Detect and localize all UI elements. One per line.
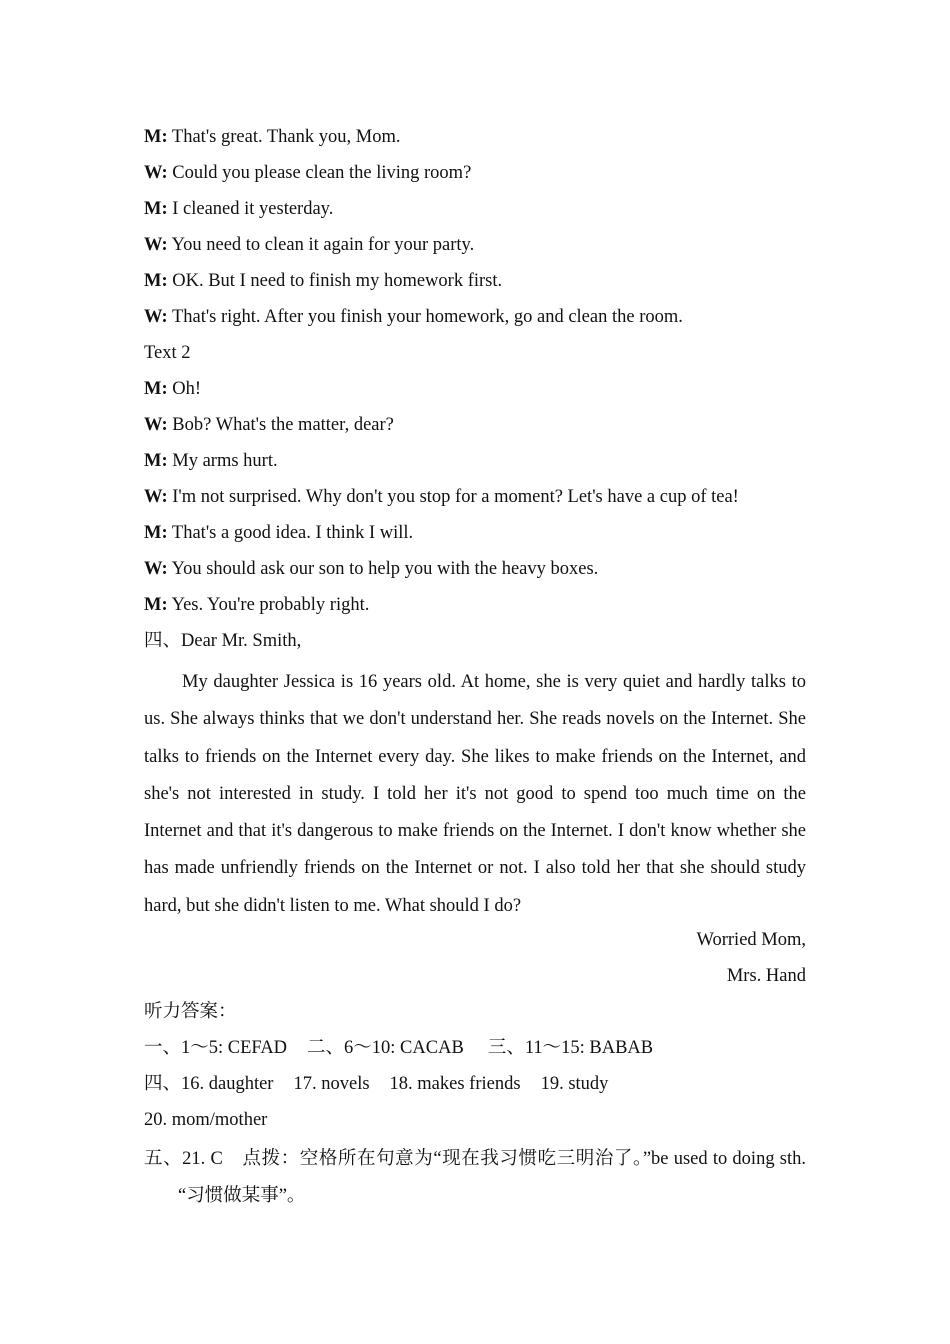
- document-page: [144, 122, 806, 1215]
- dialogue-line: [144, 482, 806, 518]
- dialogue-text: My arms hurt.: [172, 451, 278, 471]
- answer-item: 18. makes friends: [389, 1074, 521, 1095]
- dialogue-text: Oh!: [172, 379, 202, 399]
- letter-greeting: Dear Mr. Smith,: [181, 631, 302, 651]
- speaker-label: M:: [144, 379, 168, 399]
- answer-item: 一、1～5: CEFAD: [144, 1038, 288, 1059]
- dialogue-text: I cleaned it yesterday.: [172, 199, 334, 219]
- speaker-label: M:: [144, 271, 168, 291]
- dialogue-line: [144, 158, 806, 194]
- dialogue-text: That's right. After you finish your homework, go and clean the room.: [171, 307, 683, 327]
- speaker-label: M:: [144, 127, 168, 147]
- dialogue-line: [144, 374, 806, 410]
- dialogue-line: [144, 230, 806, 266]
- dialogue-line: [144, 194, 806, 230]
- dialogue-text: You should ask our son to help you with the heavy boxes.: [171, 559, 599, 579]
- section-label: 四、: [144, 631, 182, 651]
- speaker-label: M:: [144, 523, 168, 543]
- dialogue-text: You need to clean it again for your party.: [171, 235, 475, 255]
- answers-row: 20. mom/mother: [144, 1110, 268, 1131]
- answers-row: [144, 1033, 806, 1069]
- dialogue-line: [144, 518, 806, 554]
- speaker-label: W:: [144, 559, 168, 579]
- letter-closing: Worried Mom,: [696, 930, 806, 951]
- speaker-label: W:: [144, 163, 168, 183]
- speaker-label: W:: [144, 487, 168, 507]
- answers-heading: 听力答案：: [144, 1002, 237, 1023]
- speaker-label: W:: [144, 307, 168, 327]
- letter-greeting-line: [144, 626, 806, 662]
- dialogue-text: OK. But I need to finish my homework first.: [172, 271, 503, 291]
- dialogue-line: [144, 410, 806, 446]
- answer-item: 四、16. daughter: [144, 1074, 274, 1095]
- letter-signature: Mrs. Hand: [726, 966, 806, 987]
- dialogue-text: That's great. Thank you, Mom.: [171, 127, 401, 147]
- dialogue-line: [144, 302, 806, 338]
- answer-item: 三、11～15: BABAB: [487, 1038, 654, 1059]
- dialogue-text: I'm not surprised. Why don't you stop for a moment? Let's have a cup of tea!: [172, 487, 739, 507]
- dialogue-line: [144, 266, 806, 302]
- answer-item: 二、6～10: CACAB: [307, 1038, 464, 1059]
- answers-row: [144, 1069, 806, 1105]
- answer-item: 19. study: [540, 1074, 609, 1095]
- letter-body: My daughter Jessica is 16 years old. At home, she is very quiet and hardly talks to us. She always thinks that we don't understand her. She reads novels on the Internet. She talks to friends on the Internet every day. She likes to make friends on the Internet, and she's not interested in study. I told her it's not good to spend too much time on the Internet and that it's dangerous to make friends on the Internet. I don't know whether she has made unfriendly friends on the Internet or not. I also told her that she should study hard, but she didn't listen to me. What should I do?: [144, 672, 806, 916]
- speaker-label: M:: [144, 199, 168, 219]
- speaker-label: W:: [144, 415, 168, 435]
- dialogue-text: That's a good idea. I think I will.: [171, 523, 414, 543]
- text2-heading: Text 2: [144, 343, 191, 363]
- dialogue-line: [144, 590, 806, 626]
- dialogue-text: Yes. You're probably right.: [171, 595, 370, 615]
- dialogue-line: [144, 554, 806, 590]
- speaker-label: M:: [144, 595, 168, 615]
- answer-item: 17. novels: [293, 1074, 370, 1095]
- dialogue-line: [144, 446, 806, 482]
- answer-explanation: 五、21. C 点拨：空格所在句意为“现在我习惯吃三明治了。”be used to doing sth. “习惯做某事”。: [144, 1149, 806, 1207]
- dialogue-text: Bob? What's the matter, dear?: [172, 415, 394, 435]
- dialogue-text: Could you please clean the living room?: [172, 163, 472, 183]
- speaker-label: W:: [144, 235, 168, 255]
- speaker-label: M:: [144, 451, 168, 471]
- dialogue-line: [144, 122, 806, 158]
